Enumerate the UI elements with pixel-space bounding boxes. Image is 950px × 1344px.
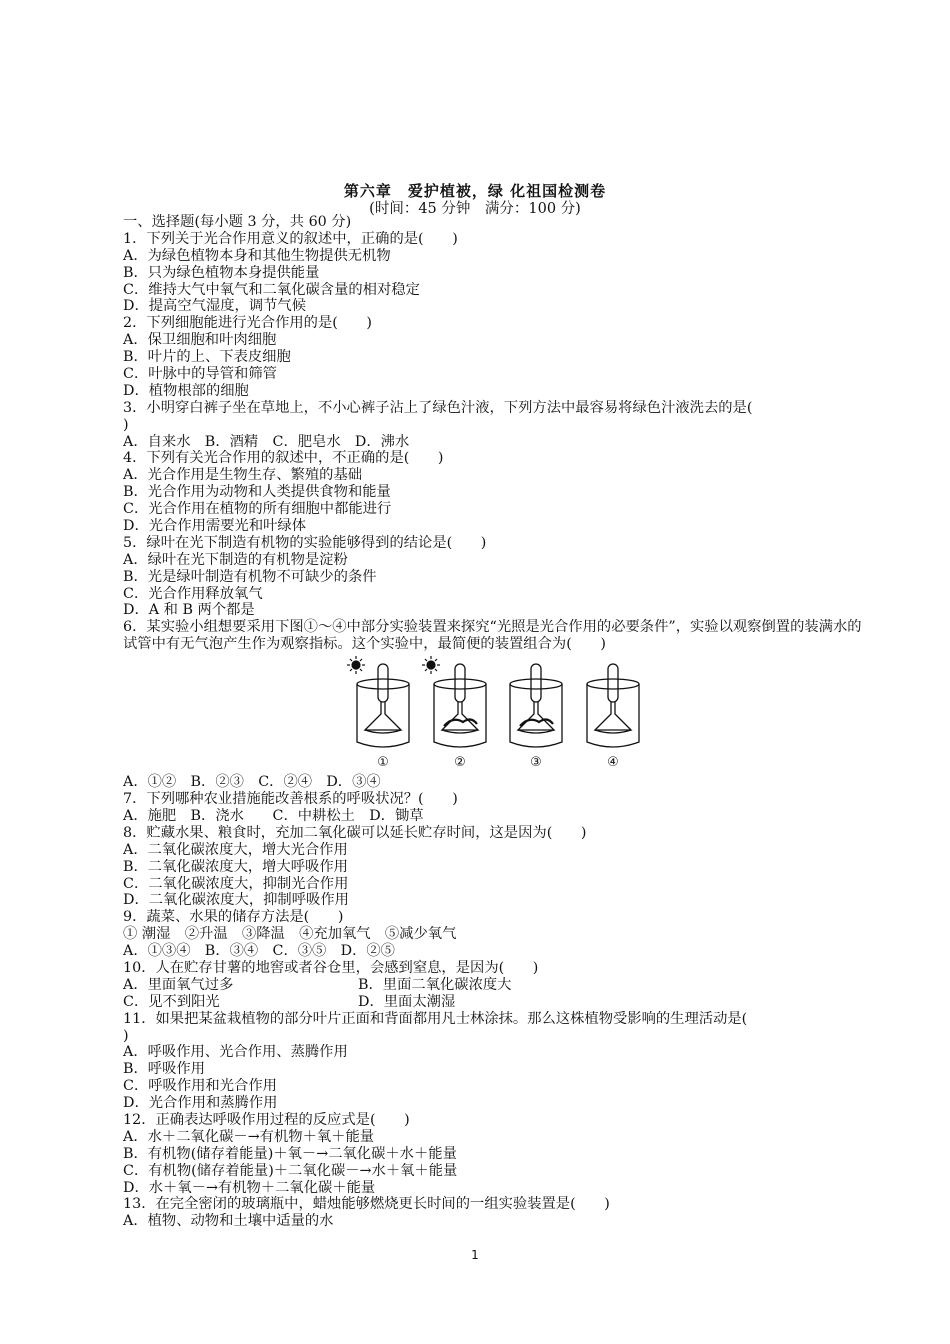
question-stem: 10．人在贮存甘薯的地窖或者谷仓里，会感到窒息，是因为( ): [123, 959, 539, 976]
figure-label-3: ③: [530, 755, 542, 771]
option-a: A．二氧化碳浓度大，增大光合作用: [123, 841, 348, 858]
option-c: C．呼吸作用和光合作用: [123, 1078, 277, 1095]
option-d: D．A 和 B 两个都是: [123, 602, 255, 619]
option-b: B．二氧化碳浓度大，增大呼吸作用: [123, 858, 348, 875]
option-a: A．植物、动物和土壤中适量的水: [123, 1213, 334, 1230]
option-d: D．光合作用和蒸腾作用: [123, 1095, 278, 1112]
option-b: B．只为绿色植物本身提供能量: [123, 264, 320, 281]
figure-label-4: ④: [607, 755, 619, 771]
question-stem: 11．如果把某盆栽植物的部分叶片正面和背面都用凡士林涂抹。那么这株植物受影响的生理活动是(: [123, 1010, 748, 1027]
section-heading: 一、选择题(每小题 3 分，共 60 分): [123, 214, 352, 230]
option-b: B．有机物(储存着能量)＋氧－→二氧化碳＋水＋能量: [123, 1145, 457, 1162]
question-stem: 5．绿叶在光下制造有机物的实验能够得到的结论是( ): [123, 534, 487, 551]
option-c: C．光合作用在植物的所有细胞中都能进行: [123, 501, 392, 518]
options-row: [123, 977, 863, 994]
question-stem: 7．下列哪种农业措施能改善根系的呼吸状况？( ): [123, 791, 458, 808]
question-stem: 1．下列关于光合作用意义的叙述中，正确的是( ): [123, 230, 458, 247]
options-row: [123, 994, 863, 1011]
question-stem: 12．正确表达呼吸作用过程的反应式是( ): [123, 1112, 410, 1129]
question-stem: 8．贮藏水果、粮食时，充加二氧化碳可以延长贮存时间，这是因为( ): [123, 824, 587, 841]
option-d: D．光合作用需要光和叶绿体: [123, 518, 307, 535]
options-row: A．施肥 B．浇水 C．中耕松土 D．锄草: [123, 807, 424, 824]
options-row: A．①③④ B．③④ C．③⑤ D．②⑤: [123, 943, 395, 960]
exam-info: (时间：45 分钟 满分：100 分): [369, 201, 581, 217]
beaker-3: [510, 664, 562, 747]
option-d: D．里面太潮湿: [358, 993, 456, 1010]
figure-label-1: ①: [377, 755, 389, 771]
option-d: D．水＋氧－→有机物＋二氧化碳＋能量: [123, 1179, 376, 1196]
beaker-1: [357, 664, 409, 747]
option-b: B．呼吸作用: [123, 1061, 205, 1078]
option-d: D．提高空气湿度，调节气候: [123, 298, 307, 315]
options-row: A．自来水 B．酒精 C．肥皂水 D．沸水: [123, 433, 410, 450]
option-b: B．里面二氧化碳浓度大: [358, 976, 512, 993]
page-title: 第六章 爱护植被，绿 化祖国检测卷: [343, 182, 607, 200]
option-a: A．光合作用是生物生存、繁殖的基础: [123, 467, 363, 484]
option-a: A．为绿色植物本身和其他生物提供无机物: [123, 247, 391, 264]
option-c: C．见不到阳光: [123, 993, 220, 1010]
option-c: C．光合作用释放氧气: [123, 585, 263, 602]
option-d: D．植物根部的细胞: [123, 382, 249, 399]
question-stem: 2．下列细胞能进行光合作用的是( ): [123, 315, 372, 332]
experiment-figure: [343, 656, 643, 772]
question-stem: 3．小明穿白裤子坐在草地上，不小心裤子沾上了绿色汁液，下列方法中最容易将绿色汁液洗去的是(: [123, 399, 753, 416]
option-c: C．有机物(储存着能量)＋二氧化碳－→水＋氧＋能量: [123, 1162, 458, 1179]
option-b: B．光合作用为动物和人类提供食物和能量: [123, 484, 391, 501]
question-list: [123, 214, 863, 1230]
question-stem: 9．蔬菜、水果的储存方法是( ): [123, 909, 344, 926]
question-stem: 6．某实验小组想要采用下图①～④中部分实验装置来探究“光照是光合作用的必要条件”，实验以观察倒置的装满水的试管中有无气泡产生作为观察指标。这个实验中，最简便的装置组合为( ): [123, 619, 862, 653]
page-number: 1: [471, 1248, 479, 1262]
option-a: A．水＋二氧化碳－→有机物＋氧＋能量: [123, 1128, 375, 1145]
options-row: A．①② B．②③ C．②④ D．③④: [123, 774, 381, 791]
option-a: A．里面氧气过多: [123, 976, 234, 993]
option-c: C．叶脉中的导管和筛管: [123, 366, 277, 383]
sun-icon: [347, 656, 365, 674]
option-a: A．保卫细胞和叶肉细胞: [123, 332, 277, 349]
option-a: A．呼吸作用、光合作用、蒸腾作用: [123, 1044, 348, 1061]
beaker-2: [434, 664, 486, 747]
option-c: C．二氧化碳浓度大，抑制光合作用: [123, 875, 349, 892]
question-stem: 13．在完全密闭的玻璃瓶中，蜡烛能够燃烧更长时间的一组实验装置是( ): [123, 1196, 610, 1213]
option-a: A．绿叶在光下制造的有机物是淀粉: [123, 551, 348, 568]
figure-label-2: ②: [454, 755, 466, 771]
option-b: B．叶片的上、下表皮细胞: [123, 349, 291, 366]
sun-icon: [422, 656, 440, 674]
option-c: C．维持大气中氧气和二氧化碳含量的相对稳定: [123, 281, 420, 298]
item-list: ① 潮湿 ②升温 ③降温 ④充加氧气 ⑤减少氧气: [123, 926, 457, 943]
question-stem-continued: ): [123, 1027, 129, 1044]
option-d: D．二氧化碳浓度大，抑制呼吸作用: [123, 892, 349, 909]
question-stem-continued: ): [123, 416, 129, 433]
apparatus-diagram: [343, 656, 643, 772]
question-stem: 4．下列有关光合作用的叙述中，不正确的是( ): [123, 450, 444, 467]
option-b: B．光是绿叶制造有机物不可缺少的条件: [123, 568, 377, 585]
beaker-4: [587, 664, 639, 747]
